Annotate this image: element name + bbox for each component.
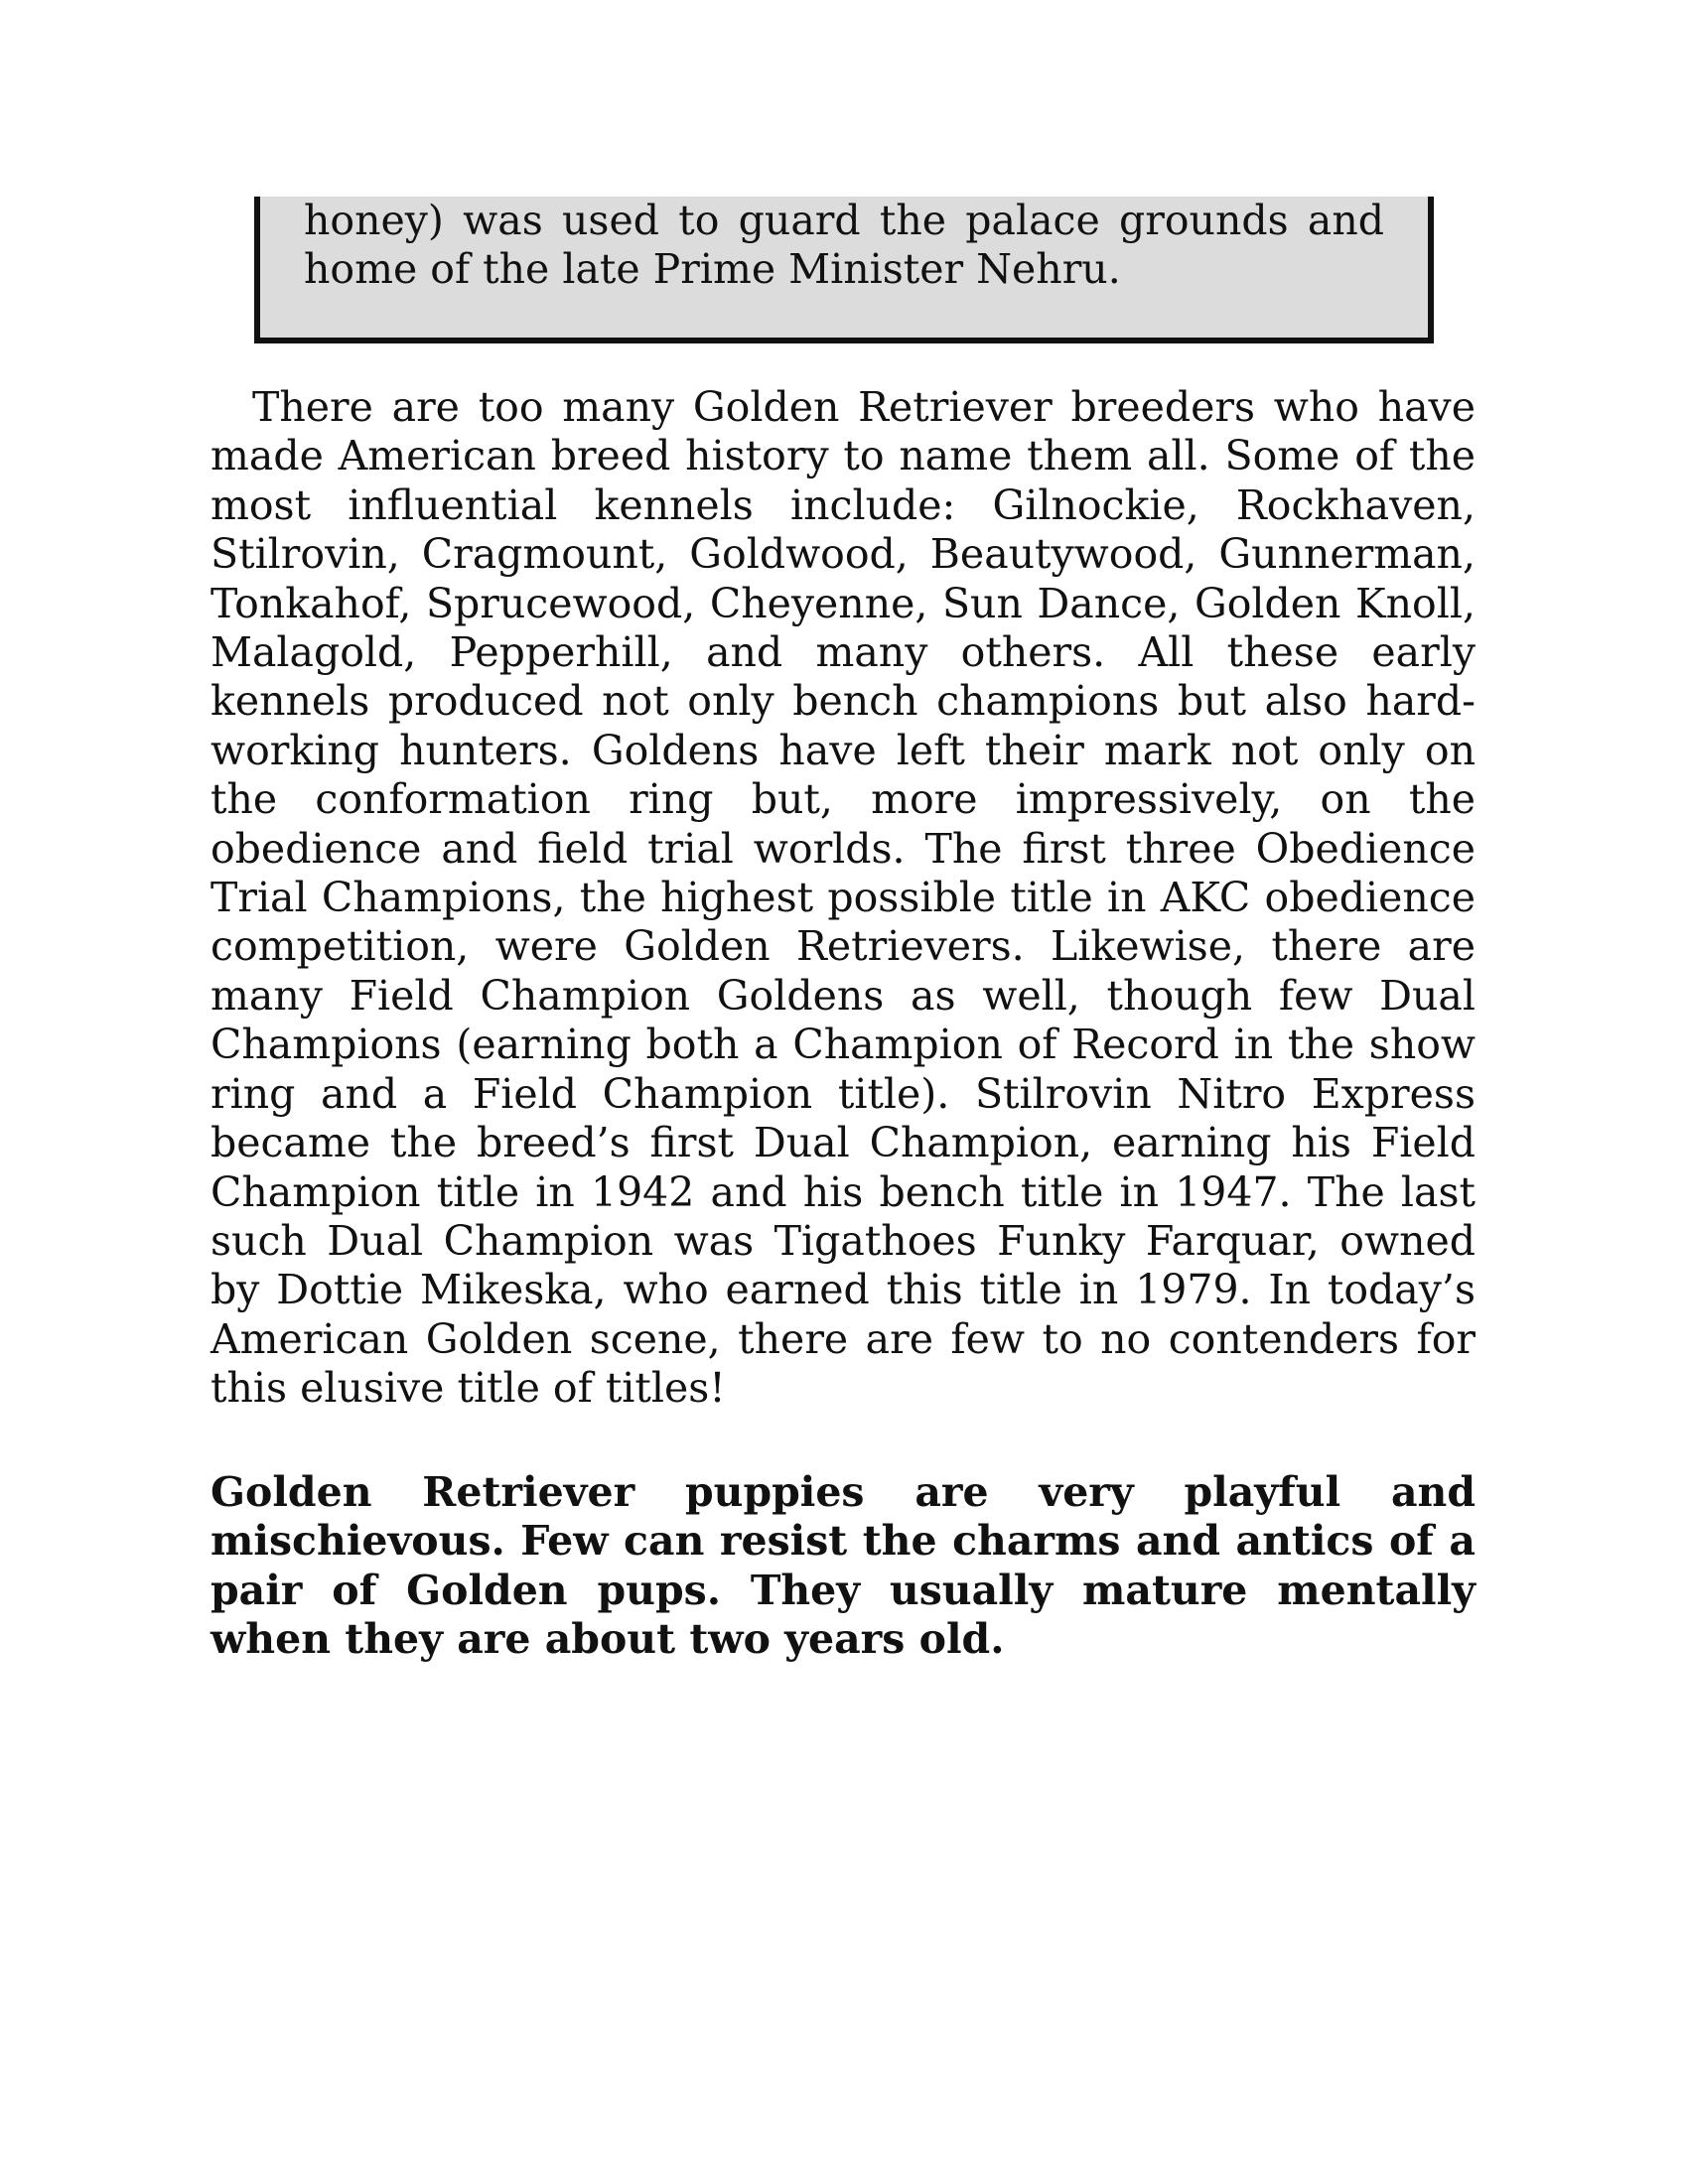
- body-paragraph: There are too many Golden Retriever breeders who have made American breed history to name them all. Some of the most influential kennels include: Gilnockie, Rockhaven, Stilrovin, Cragmount, Goldwood, Beautywood, Gunnerman, Tonkahof, Sprucewood, Cheyenne, Sun Dance, Golden Knoll, Malagold, Pepperhill, and many others. All these early kennels produced not only bench champions but also hard-working hunters. Goldens have left their mark not only on the conformation ring but, more impressively, on the obedience and field trial worlds. The first three Obedience Trial Champions, the highest possible title in AKC obedience competition, were Golden Retrievers. Likewise, there are many Field Champion Goldens as well, though few Dual Champions (earning both a Champion of Record in the show ring and a Field Champion title). Stilrovin Nitro Express became the breed’s first Dual Champion, earning his Field Champion title in 1942 and his bench title in 1947. The last such Dual Champion was Tigathoes Funky Farquar, owned by Dottie Mikeska, who earned this title in 1979. In today’s American Golden scene, there are few to no contenders for this elusive title of titles!: [211, 383, 1476, 1413]
- photo-caption: Golden Retriever puppies are very playful and mischievous. Few can resist the charms and antics of a pair of Golden pups. They usually mature mentally when they are about two years old.: [211, 1468, 1476, 1664]
- sidebar-text: honey) was used to guard the palace grounds and home of the late Prime Minister Nehru.: [304, 197, 1384, 293]
- sidebar-box: [254, 197, 1434, 343]
